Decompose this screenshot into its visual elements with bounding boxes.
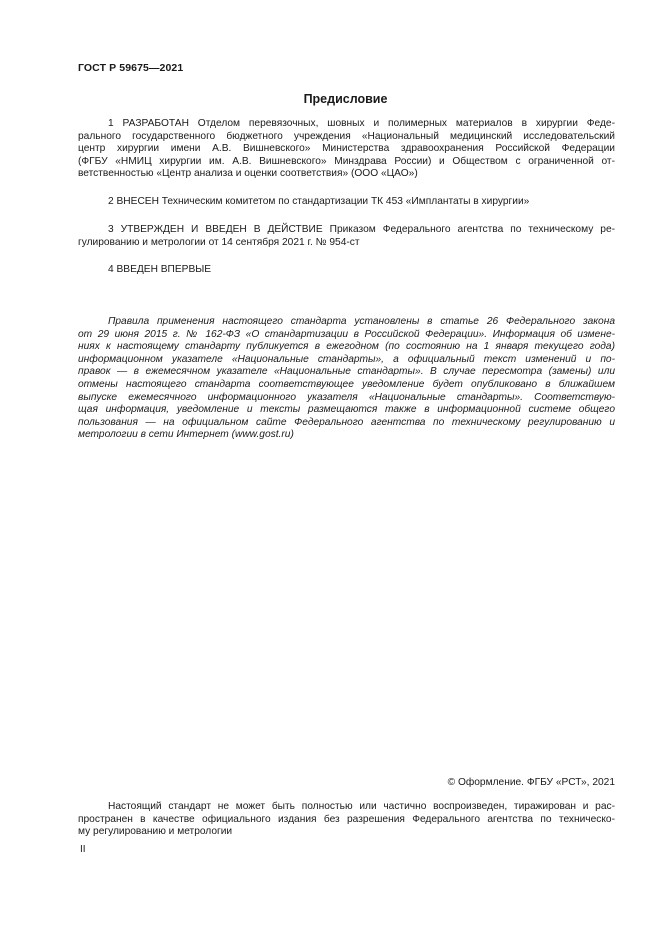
text-line: 2 ВНЕСЕН Техническим комитетом по стандартизации ТК 453 «Имплантаты в хирургии» xyxy=(108,196,530,207)
rules-notice xyxy=(78,316,615,442)
standard-code: ГОСТ Р 59675—2021 xyxy=(78,62,184,74)
text-line: гулированию и метрологии от 14 сентября 2021 г. № 954-ст xyxy=(78,236,360,248)
reproduction-notice xyxy=(78,801,615,839)
text-line: щая информация, уведомление и тексты размещаются также в информационной системе общего xyxy=(78,404,615,416)
text-line: 3 УТВЕРЖДЕН И ВВЕДЕН В ДЕЙСТВИЕ Приказом Федерального агентства по техническому ре- xyxy=(108,224,615,235)
preface-item-3 xyxy=(78,224,615,249)
page-number: II xyxy=(80,844,86,855)
page-title: Предисловие xyxy=(303,92,388,106)
text-line: выпуске ежемесячного информационного указателя «Национальные стандарты». Соответствую- xyxy=(78,391,615,403)
copyright: © Оформление. ФГБУ «РСТ», 2021 xyxy=(447,777,615,788)
text-line: пространен в качестве официального издания без разрешения Федерального агентства по техническо- xyxy=(78,813,615,825)
preface-item-1 xyxy=(78,118,615,181)
preface-item-2 xyxy=(78,196,615,209)
text-line: информационном указателе «Национальные стандарты», а официальный текст изменений и по- xyxy=(78,353,615,365)
text-line: Настоящий стандарт не может быть полностью или частично воспроизведен, тиражирован и рас- xyxy=(108,801,615,812)
text-line: рального государственного бюджетного учреждения «Национальный медицинский исследовательский xyxy=(78,130,615,142)
text-line: ниях к настоящему стандарту публикуется в ежегодном (по состоянию на 1 января текущего года) xyxy=(78,341,615,353)
text-line: пользования — на официальном сайте Федерального агентства по техническому регулированию и xyxy=(78,416,615,428)
text-line: (ФГБУ «НМИЦ хирургии им. А.В. Вишневского» Минздрава России) и Обществом с ограниченной от- xyxy=(78,155,615,167)
text-line: метрологии в сети Интернет (www.gost.ru) xyxy=(78,429,294,441)
text-line: от 29 июня 2015 г. № 162-ФЗ «О стандартизации в Российской Федерации». Информация об измене- xyxy=(78,328,615,340)
text-line: му регулированию и метрологии xyxy=(78,826,233,838)
text-line: Правила применения настоящего стандарта установлены в статье 26 Федерального закона xyxy=(108,316,615,327)
text-line: 4 ВВЕДЕН ВПЕРВЫЕ xyxy=(108,264,212,275)
text-line: ветственностью «Центр анализа и оценки соответствия» (ООО «ЦАО») xyxy=(78,168,418,180)
text-line: правок — в ежемесячном указателе «Национальные стандарты». В случае пересмотра (замены) или xyxy=(78,366,615,378)
preface-item-4 xyxy=(78,264,615,277)
text-line: центр хирургии имени А.В. Вишневского» Министерства здравоохранения Российской Федерации xyxy=(78,143,615,155)
text-line: отмены настоящего стандарта соответствующее уведомление будет опубликовано в ближайшем xyxy=(78,378,615,390)
text-line: 1 РАЗРАБОТАН Отделом перевязочных, шовных и полимерных материалов в хирургии Феде- xyxy=(108,118,615,129)
